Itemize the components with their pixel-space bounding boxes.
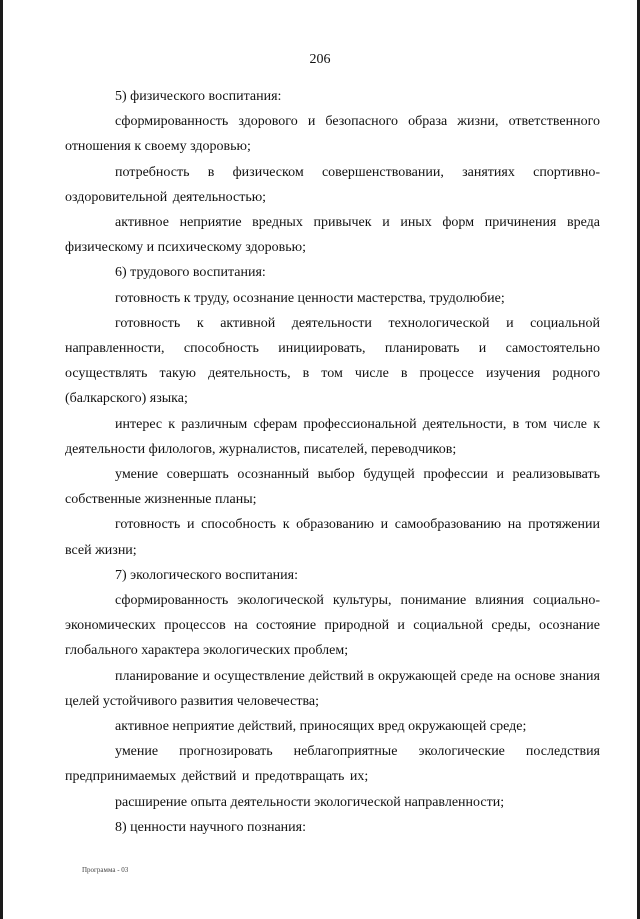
heading-labor-education: 6) трудового воспитания:	[115, 265, 266, 281]
heading-physical-education: 5) физического воспитания:	[115, 89, 282, 104]
paragraph-forecasting-consequences: умение прогнозировать неблагоприятные экологические последствия предпринимаемых действий и предотвращать их;	[65, 744, 600, 785]
paragraph-professional-interest: интерес к различным сферам профессиональной деятельности, в том числе к деятельности филологов, журналистов, писателей, переводчиков;	[65, 416, 600, 457]
paragraph-career-choice: умение совершать осознанный выбор будущей профессии и реализовывать собственные жизненные планы;	[65, 467, 600, 508]
page-number: 206	[309, 52, 331, 67]
paragraph-healthy-lifestyle: сформированность здорового и безопасного образа жизни, ответственного отношения к своему здоровью;	[65, 114, 600, 155]
paragraph-environmental-harm: активное неприятие действий, приносящих вред окружающей среде;	[115, 719, 527, 735]
paragraph-physical-improvement: потребность в физическом совершенствовании, занятиях спортивно-оздоровительной деятельностью;	[65, 164, 600, 205]
paragraph-sustainable-development: планирование и осуществление действий в окружающей среде на основе знания целей устойчивого развития человечества;	[65, 668, 600, 709]
paragraph-ecological-culture: сформированность экологической культуры, понимание влияния социально-экономических процессов на состояние природной и социальной среды, осознание глобального характера экологических проблем;	[65, 593, 600, 659]
paragraph-lifelong-learning: готовность и способность к образованию и самообразованию на протяжении всей жизни;	[65, 517, 600, 558]
heading-ecological-education: 7) экологического воспитания:	[115, 567, 298, 583]
document-body	[65, 84, 600, 840]
paragraph-ecological-experience: расширение опыта деятельности экологической направленности;	[115, 794, 505, 810]
footer-program-label: Программа - 03	[82, 866, 129, 874]
scan-border-left	[0, 0, 3, 919]
paragraph-active-activity: готовность к активной деятельности технологической и социальной направленности, способность инициировать, планировать и самостоятельно осуществлять такую деятельность, в том числе в процессе изучения родного (балкарского) языка;	[65, 315, 600, 407]
paragraph-harmful-habits: активное неприятие вредных привычек и иных форм причинения вреда физическому и психическому здоровью;	[65, 215, 600, 256]
paragraph-readiness-for-work: готовность к труду, осознание ценности мастерства, трудолюбие;	[115, 290, 505, 306]
heading-scientific-knowledge: 8) ценности научного познания:	[115, 819, 306, 835]
